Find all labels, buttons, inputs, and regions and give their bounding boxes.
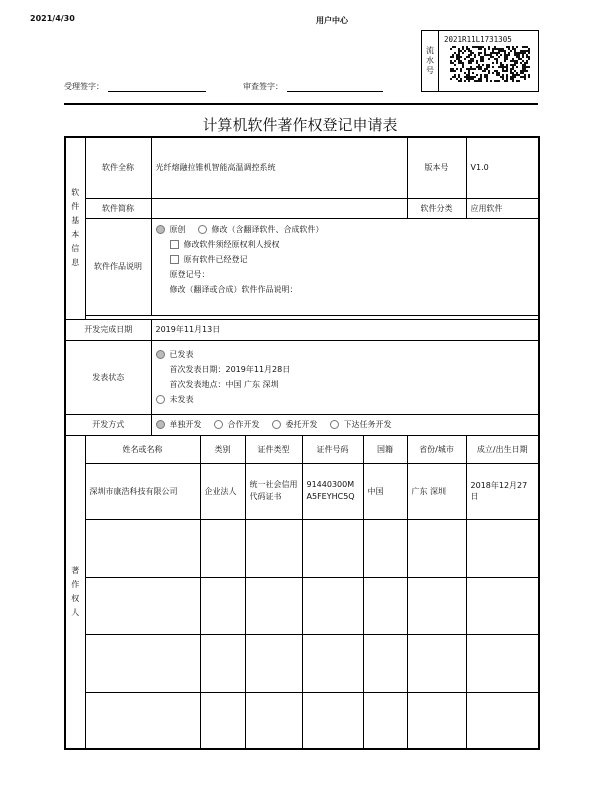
barcode-qr-icon bbox=[450, 46, 530, 82]
modification-description: 修改（翻译或合成）软件作品说明： bbox=[169, 284, 298, 294]
version-label: 版本号 bbox=[407, 137, 466, 198]
col-header-category: 类别 bbox=[200, 435, 245, 463]
original-reg-no: 原登记号： bbox=[169, 269, 210, 279]
description-label: 软件作品说明 bbox=[85, 218, 151, 315]
serial-number: 2021R11L1731305 bbox=[444, 35, 512, 44]
radio-commissioned-dev[interactable] bbox=[272, 420, 281, 429]
description-options: 原创 修改（含翻译软件、合成软件） 修改软件须经原权利人授权 原有软件已经登记 原登记号： 修改（翻译或合成）软件作品说明： bbox=[151, 218, 539, 315]
owner-id-number[interactable]: 91440300MA5FEYHC5Q bbox=[302, 463, 363, 519]
table-row bbox=[65, 634, 539, 692]
radio-solo-dev[interactable] bbox=[156, 420, 165, 429]
owner-nationality[interactable]: 中国 bbox=[363, 463, 407, 519]
category-value[interactable]: 应用软件 bbox=[466, 198, 539, 218]
owner-name[interactable]: 深圳市康浩科技有限公司 bbox=[85, 463, 200, 519]
application-form-table bbox=[64, 136, 540, 750]
review-signature-label: 审查签字： bbox=[243, 82, 283, 91]
col-header-province-city: 省份/城市 bbox=[407, 435, 466, 463]
software-info-section-label: 软 件 基 本 信 息 bbox=[65, 137, 85, 319]
radio-original[interactable] bbox=[156, 225, 165, 234]
page-header-title: 用户中心 bbox=[316, 16, 348, 25]
header-divider bbox=[64, 103, 538, 105]
serial-number-box bbox=[421, 30, 539, 92]
checkbox-registered[interactable] bbox=[170, 255, 179, 264]
print-date: 2021/4/30 bbox=[30, 14, 75, 23]
version-value[interactable]: V1.0 bbox=[466, 137, 539, 198]
radio-joint-dev[interactable] bbox=[214, 420, 223, 429]
form-title: 计算机软件著作权登记申请表 bbox=[202, 116, 398, 134]
col-header-name: 姓名或名称 bbox=[85, 435, 200, 463]
review-signature-line[interactable] bbox=[287, 91, 383, 92]
serial-label: 流 水 号 bbox=[422, 31, 439, 91]
dev-date-value[interactable]: 2019年11月13日 bbox=[151, 319, 539, 340]
owner-established-date[interactable]: 2018年12月27日 bbox=[466, 463, 539, 519]
table-row bbox=[65, 519, 539, 577]
publish-status-options: 已发表 首次发表日期：2019年11月28日 首次发表地点：中国 广东 深圳 未发表 bbox=[151, 340, 539, 414]
col-header-nationality: 国籍 bbox=[363, 435, 407, 463]
dev-date-label: 开发完成日期 bbox=[65, 319, 151, 340]
owner-id-type[interactable]: 统一社会信用代码证书 bbox=[245, 463, 302, 519]
checkbox-authorized[interactable] bbox=[170, 240, 179, 249]
category-label: 软件分类 bbox=[407, 198, 466, 218]
col-header-id-number: 证件号码 bbox=[302, 435, 363, 463]
col-header-id-type: 证件类型 bbox=[245, 435, 302, 463]
table-row bbox=[65, 692, 539, 749]
first-publish-place: 首次发表地点：中国 广东 深圳 bbox=[169, 380, 279, 389]
accept-signature-line[interactable] bbox=[108, 91, 206, 92]
radio-modified[interactable] bbox=[198, 225, 207, 234]
accept-signature-label: 受理签字： bbox=[64, 82, 104, 91]
dev-mode-options: 单独开发 合作开发 委托开发 下达任务开发 bbox=[151, 414, 539, 435]
short-name-value[interactable] bbox=[151, 198, 407, 218]
owner-province-city[interactable]: 广东 深圳 bbox=[407, 463, 466, 519]
table-row bbox=[65, 577, 539, 634]
table-row bbox=[65, 463, 539, 519]
radio-assigned-dev[interactable] bbox=[330, 420, 339, 429]
copyright-owner-section-label: 著 作 权 人 bbox=[65, 435, 85, 749]
radio-published[interactable] bbox=[156, 350, 165, 359]
radio-unpublished[interactable] bbox=[156, 395, 165, 404]
full-name-value[interactable]: 光纤熔融拉锥机智能高温调控系统 bbox=[151, 137, 407, 198]
first-publish-date: 首次发表日期：2019年11月28日 bbox=[169, 365, 291, 374]
full-name-label: 软件全称 bbox=[85, 137, 151, 198]
col-header-established-date: 成立/出生日期 bbox=[466, 435, 539, 463]
dev-mode-label: 开发方式 bbox=[65, 414, 151, 435]
short-name-label: 软件简称 bbox=[85, 198, 151, 218]
owner-category[interactable]: 企业法人 bbox=[200, 463, 245, 519]
publish-status-label: 发表状态 bbox=[65, 340, 151, 414]
